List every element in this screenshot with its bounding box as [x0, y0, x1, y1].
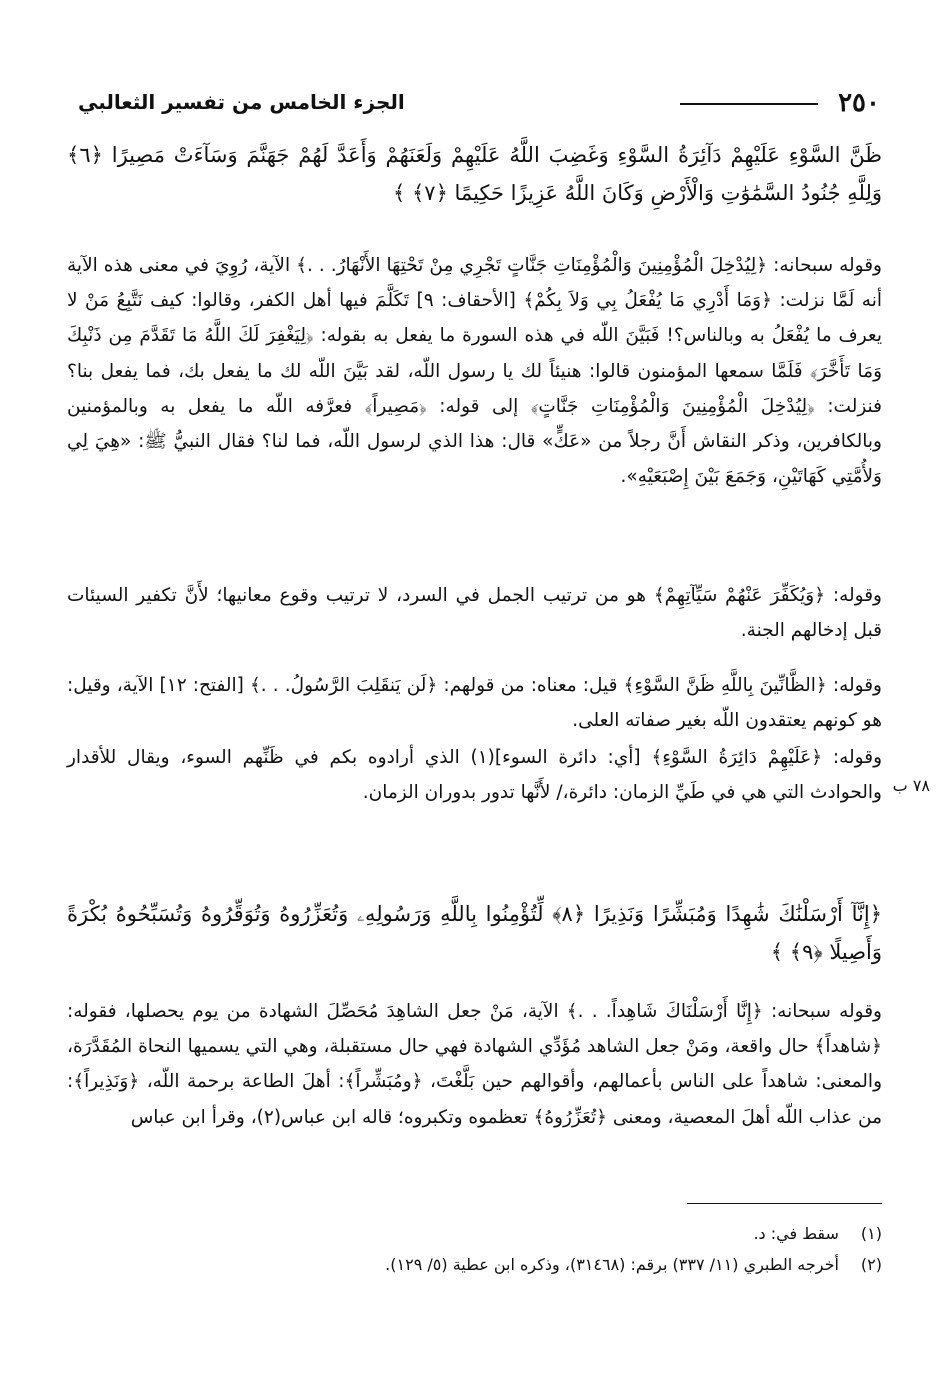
- quran-verse-block: ظَنَّ السَّوْءِ عَلَيْهِمْ دَآئِرَةُ السَّوْءِ وَغَضِبَ اللَّهُ عَلَيْهِمْ وَلَعَنَهُمْ وَأَعَدَّ لَهُمْ جَهَنَّمَ وَسَآءَتْ مَصِيرًا ﴿٦﴾ وَلِلَّهِ جُنُودُ السَّمَٰوَٰتِ وَالْأَرْضِ وَكَانَ اللَّهُ عَزِيزًا حَكِيمًا ﴿٧﴾ ﴾: [67, 143, 882, 205]
- commentary-paragraph: وقوله: ﴿وَيُكَفِّرَ عَنْهُمْ سَيِّآتِهِمْ﴾ هو من ترتيب الجمل في السرد، لا ترتيب وقوع معانيها؛ لأَنَّ تكفير السيئات قبل إدخالهم الجنة.: [67, 585, 882, 642]
- footnote-number: (١): [860, 1224, 882, 1243]
- commentary-paragraph: وقوله سبحانه: ﴿لِيُدْخِلَ الْمُؤْمِنِينَ وَالْمُؤْمِنَاتِ جَنَّاتٍ تَجْرِي مِنْ تَحْتِهَا الأَنْهَارُ. . .﴾ الآية، رُوِيَ في معنى هذه الآية أنه لَمَّا نزلت: ﴿وَمَا أَدْرِي مَا يُفْعَلُ بِي وَلاَ بِكُمْ﴾ [الأحقاف: ٩] تَكَلَّمَ فيها أهل الكفر، وقالوا: كيف نَتَّبِعُ مَنْ لا يعرف ما يُفْعَلُ به وبالناس؟! فَبَيَّنَ اللّه في هذه السورة ما يفعل به بقوله: ﴿لِيَغْفِرَ لَكَ اللَّهُ مَا تَقَدَّمَ مِن ذَنْبِكَ وَمَا تَأَخَّرَ﴾ فَلَمَّا سمعها المؤمنون قالوا: هنيئاً لك يا رسول اللّه، لقد بَيَّنَ اللّه لك ما يفعل بك، فما يفعل بنا؟ فنزلت: ﴿لِيُدْخِلَ الْمُؤْمِنِينَ وَالْمُؤْمِنَاتِ جَنَّاتٍ﴾ إلى قوله: ﴿مَصِيراً﴾ فعرَّفه اللّه ما يفعل به وبالمؤمنين وبالكافرين، وذكر النقاش أَنَّ رجلاً من «عَكٍّ» قال: هذا الذي لرسول اللّه، فما لنا؟ فقال النبيُّ ﷺ: «هِيَ لِي وَلأُمَّتِي كَهَاتَيْنِ، وَجَمَعَ بَيْنَ إِصْبَعَيْهِ».: [67, 255, 882, 488]
- footnote-separator: [687, 1203, 882, 1204]
- page-number: ٢٥٠: [838, 88, 880, 118]
- running-title: الجزء الخامس من تفسير الثعالبي: [78, 90, 405, 114]
- header-rule: [680, 103, 818, 105]
- commentary-paragraph: وقوله: ﴿الظَّانِّينَ بِاللَّهِ ظَنَّ السَّوْءِ﴾ قيل: معناه: من قولهم: ﴿لَن يَنقَلِبَ الرَّسُولُ. . .﴾ [الفتح: ١٢] الآية، وقيل: هو كونهم يعتقدون اللّه بغير صفاته العلى.: [67, 675, 882, 732]
- page-header: [70, 88, 880, 128]
- manuscript-folio-marker: ٧٨ ب: [892, 776, 930, 795]
- footnote: [67, 1218, 882, 1249]
- footnote-number: (٢): [860, 1255, 882, 1274]
- footnote-text: أخرجه الطبري (١١/ ٣٣٧) برقم: (٣١٤٦٨)، وذكره ابن عطية (٥/ ١٢٩).: [385, 1255, 839, 1274]
- footnote-text: سقط في: د.: [753, 1224, 839, 1243]
- commentary-paragraph: وقوله: ﴿عَلَيْهِمْ دَائِرَةُ السَّوْءِ﴾ [أي: دائرة السوء](١) الذي أرادوه بكم في ظَنِّهم السوء، ويقال للأقدار والحوادث التي هي في طَيِّ الزمان: دائرة،/ لأَنَّها تدور بدوران الزمان.: [67, 747, 882, 804]
- quran-verse-block: ﴿إِنَّآ أَرْسَلْنَٰكَ شَٰهِدًا وَمُبَشِّرًا وَنَذِيرًا ﴿٨﴾ لِّتُؤْمِنُوا بِاللَّهِ وَرَسُولِهِۦ وَتُعَزِّرُوهُ وَتُوَقِّرُوهُ وَتُسَبِّحُوهُ بُكْرَةً وَأَصِيلًا ﴿٩﴾ ﴾: [67, 902, 882, 964]
- footnotes: [67, 1218, 882, 1280]
- commentary-paragraph: وقوله سبحانه: ﴿إِنَّا أَرْسَلْنَاكَ شَاهِداً. . .﴾ الآية، مَنْ جعل الشاهِدَ مُحَصِّلَ الشهادة من يوم يحصلها، فقوله: ﴿شاهداً﴾ حال واقعة، ومَنْ جعل الشاهد مُؤَدِّي الشهادة فهي حال مستقبلة، وهي التي يسميها النحاة المُقَدَّرَة، والمعنى: شاهداً على الناس بأعمالهم، وأقوالهم حين بَلَّغْتَ، ﴿ومُبَشِّراً﴾: أهلَ الطاعة برحمة اللّه، ﴿وَنَذِيراً﴾: من عذاب اللّه أهلَ المعصية، ومعنى ﴿تُعَزِّرُوهُ﴾ تعظموه وتكبروه؛ قاله ابن عباس(٢)، وقرأ ابن عباس: [67, 1001, 882, 1128]
- footnote: [67, 1249, 882, 1280]
